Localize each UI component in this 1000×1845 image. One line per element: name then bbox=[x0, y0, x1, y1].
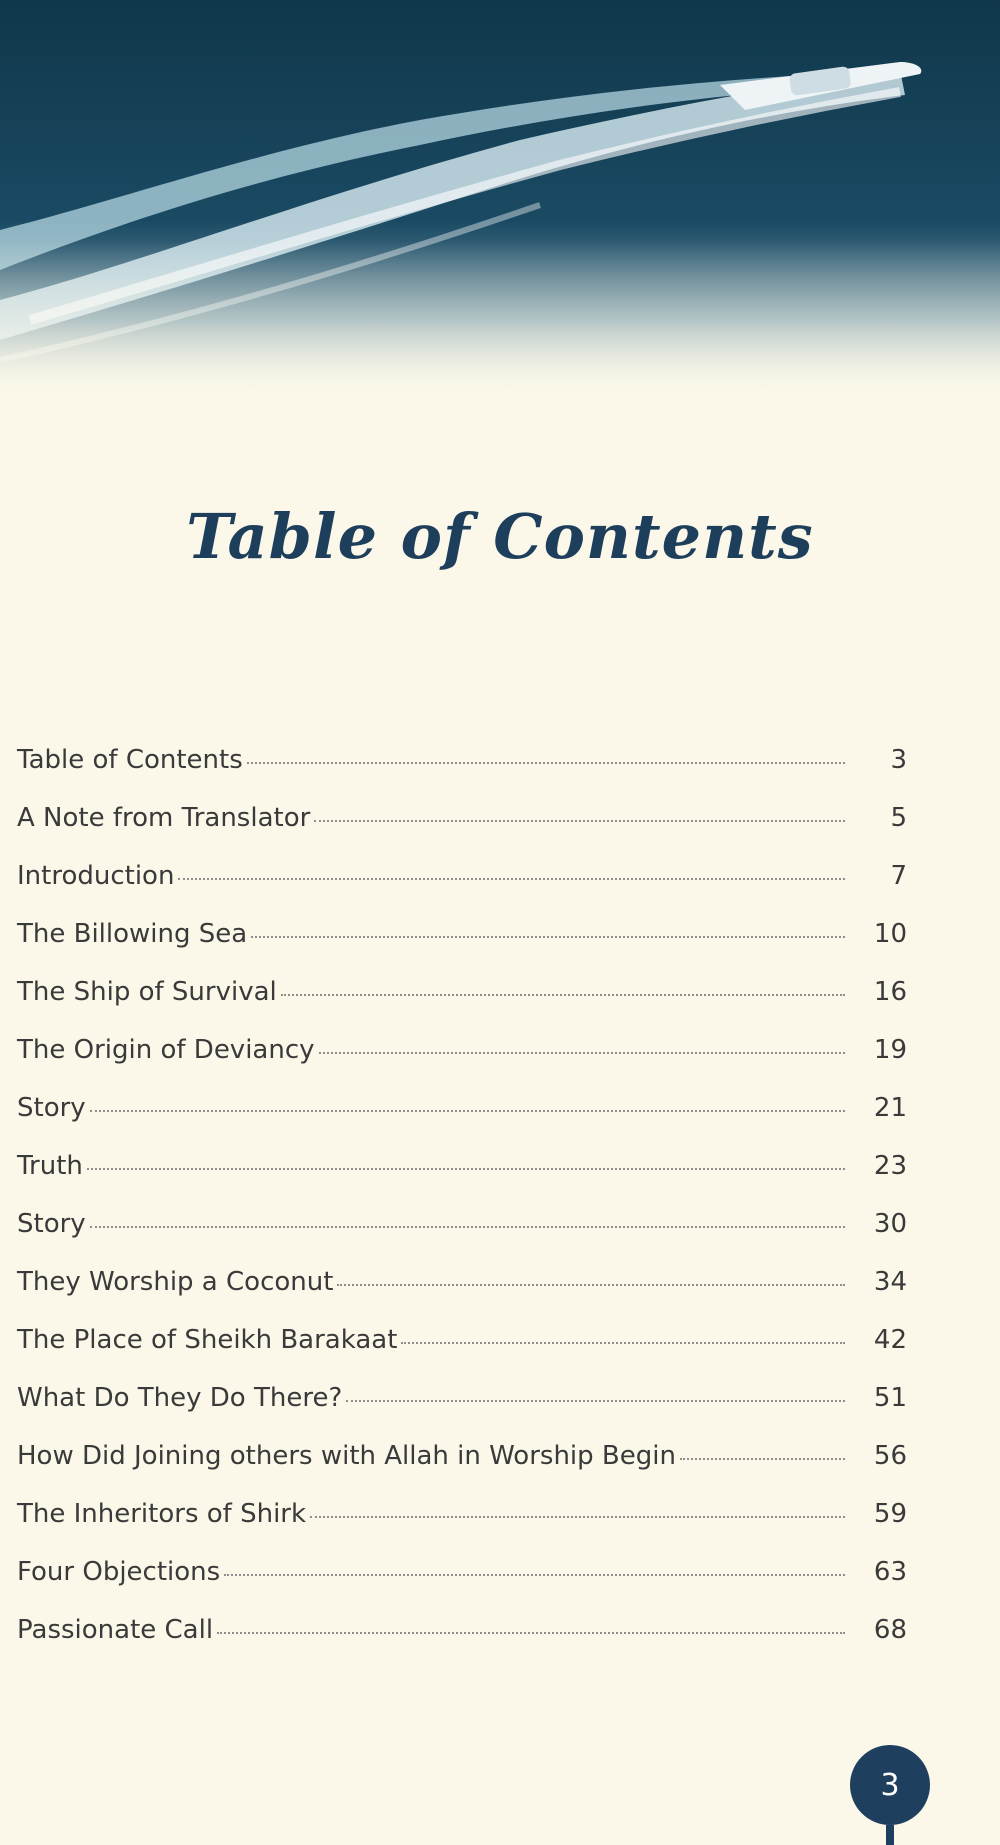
dot-leader bbox=[310, 1516, 845, 1518]
dot-leader bbox=[251, 936, 845, 938]
toc-entry[interactable] bbox=[17, 803, 907, 861]
toc-entry[interactable] bbox=[17, 919, 907, 977]
toc-entry-label: Introduction bbox=[17, 861, 175, 891]
dot-leader bbox=[178, 878, 845, 880]
toc-entry-page: 21 bbox=[873, 1093, 907, 1123]
dot-leader bbox=[90, 1226, 845, 1228]
toc-entry-label: They Worship a Coconut bbox=[17, 1267, 334, 1297]
dot-leader bbox=[314, 820, 845, 822]
toc-entry[interactable] bbox=[17, 1209, 907, 1267]
toc-entry-label: The Ship of Survival bbox=[17, 977, 277, 1007]
dot-leader bbox=[319, 1052, 845, 1054]
page-number-badge: 3 bbox=[850, 1745, 930, 1825]
toc-entry[interactable] bbox=[17, 1499, 907, 1557]
toc-entry-label: Passionate Call bbox=[17, 1615, 214, 1645]
toc-entry[interactable] bbox=[17, 1267, 907, 1325]
toc-entry[interactable] bbox=[17, 1325, 907, 1383]
toc-entry-page: 19 bbox=[873, 1035, 907, 1065]
toc-entry-label: Table of Contents bbox=[17, 745, 243, 775]
dot-leader bbox=[401, 1342, 845, 1344]
toc-entry[interactable] bbox=[17, 1093, 907, 1151]
dot-leader bbox=[680, 1458, 845, 1460]
dot-leader bbox=[90, 1110, 845, 1112]
toc-entry[interactable] bbox=[17, 977, 907, 1035]
toc-entry-page: 16 bbox=[873, 977, 907, 1007]
toc-entry[interactable] bbox=[17, 1035, 907, 1093]
toc-entry-page: 5 bbox=[890, 803, 907, 833]
toc-entry-label: How Did Joining others with Allah in Worship Begin bbox=[17, 1441, 676, 1471]
hero-image bbox=[0, 0, 1000, 400]
toc-entry-label: A Note from Translator bbox=[17, 803, 311, 833]
dot-leader bbox=[337, 1284, 845, 1286]
toc-entry-page: 7 bbox=[890, 861, 907, 891]
toc-entry-page: 23 bbox=[873, 1151, 907, 1181]
toc-entry-label: Truth bbox=[17, 1151, 83, 1181]
toc-entry[interactable] bbox=[17, 1557, 907, 1615]
toc-entry[interactable] bbox=[17, 1615, 907, 1673]
page-badge-stem bbox=[886, 1825, 894, 1845]
dot-leader bbox=[87, 1168, 845, 1170]
toc-entry-label: Story bbox=[17, 1093, 86, 1123]
toc-entry-page: 3 bbox=[890, 745, 907, 775]
toc-entry[interactable] bbox=[17, 1383, 907, 1441]
toc-entry-page: 42 bbox=[873, 1325, 907, 1355]
toc-entry-label: The Place of Sheikh Barakaat bbox=[17, 1325, 398, 1355]
dot-leader bbox=[281, 994, 845, 996]
dot-leader bbox=[247, 762, 845, 764]
page-title: Table of Contents bbox=[186, 500, 814, 573]
dot-leader bbox=[217, 1632, 845, 1634]
table-of-contents bbox=[17, 745, 907, 1673]
toc-entry-page: 34 bbox=[873, 1267, 907, 1297]
dot-leader bbox=[346, 1400, 845, 1402]
toc-entry-label: The Inheritors of Shirk bbox=[17, 1499, 307, 1529]
toc-entry[interactable] bbox=[17, 1151, 907, 1209]
dot-leader bbox=[224, 1574, 845, 1576]
toc-entry-page: 10 bbox=[873, 919, 907, 949]
toc-entry[interactable] bbox=[17, 861, 907, 919]
toc-entry-page: 30 bbox=[873, 1209, 907, 1239]
toc-entry-page: 63 bbox=[873, 1557, 907, 1587]
toc-entry-page: 59 bbox=[873, 1499, 907, 1529]
toc-entry[interactable] bbox=[17, 1441, 907, 1499]
toc-entry-label: Four Objections bbox=[17, 1557, 221, 1587]
toc-entry-page: 56 bbox=[873, 1441, 907, 1471]
toc-entry-label: The Billowing Sea bbox=[17, 919, 248, 949]
toc-entry-page: 68 bbox=[873, 1615, 907, 1645]
toc-entry-label: What Do They Do There? bbox=[17, 1383, 343, 1413]
toc-entry-label: The Origin of Deviancy bbox=[17, 1035, 315, 1065]
toc-entry-label: Story bbox=[17, 1209, 86, 1239]
toc-entry[interactable] bbox=[17, 745, 907, 803]
toc-entry-page: 51 bbox=[873, 1383, 907, 1413]
